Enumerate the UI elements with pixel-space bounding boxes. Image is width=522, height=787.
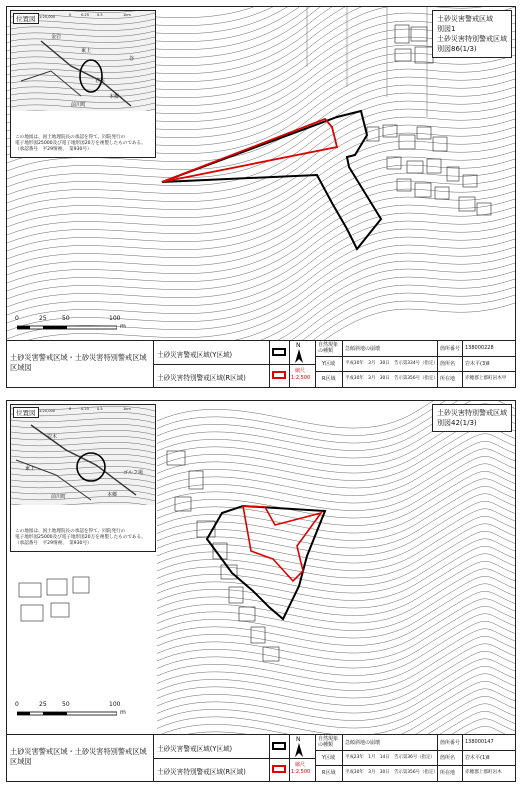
- title-line: 土砂災害特別警戒区域: [437, 35, 507, 43]
- scale-value: 1:2,500: [291, 769, 311, 775]
- site-name-label: 箇所名: [440, 361, 456, 367]
- r-zone-date-label: R区域: [322, 770, 336, 776]
- r-zone-swatch: [272, 371, 286, 379]
- location-place-label: 東上: [81, 48, 92, 54]
- location-scale: 1:25,000: [39, 409, 56, 413]
- location-scale-tick: 0: [69, 407, 72, 411]
- scale-label: 25: [39, 315, 47, 322]
- site-name-value: 岩木平(1)Ⅱ: [465, 755, 490, 761]
- site-name-label: 箇所名: [440, 755, 456, 761]
- scale-label: 25: [39, 701, 47, 708]
- location-scale-tick: 0.5: [97, 407, 103, 411]
- location-scale-tick: 1km: [123, 407, 131, 411]
- north-label: N: [296, 342, 301, 349]
- legend-main-title-line: 区域図: [10, 757, 32, 766]
- site-location-label: 所在地: [440, 770, 456, 776]
- y-zone-swatch: [272, 742, 286, 750]
- title-line: 土砂災害特別警戒区域: [437, 409, 507, 417]
- location-place-label: 本郷: [109, 94, 120, 100]
- legend-table-1: [7, 340, 515, 387]
- phenomenon-value: 急傾斜地の崩壊: [345, 346, 381, 352]
- location-place-label: 前川町: [71, 102, 87, 108]
- location-scale-tick: 0.5: [97, 13, 103, 17]
- scale-caption: 縮尺: [295, 762, 306, 768]
- location-place-label: 金岩: [51, 34, 62, 40]
- site-location-value: 赤穂郡上郡町岩木甲: [465, 376, 507, 381]
- scale-label: 50: [62, 315, 70, 322]
- note-line: この地図は、国土地理院長の承認を得て、同院発行の: [15, 135, 126, 140]
- phenomenon-label-line: の種類: [318, 742, 334, 748]
- location-place-label: 谷: [129, 56, 135, 62]
- note-line: 電子地形図25000及び電子地形図20万を複製したものである。: [15, 535, 146, 541]
- phenomenon-label: [318, 342, 338, 354]
- y-zone-date-label: Y区域: [322, 755, 336, 761]
- scale-label: 0: [15, 701, 19, 708]
- y-zone-date-label: Y区域: [322, 361, 336, 367]
- y-zone-swatch: [272, 348, 286, 356]
- scale-label: 100: [109, 701, 121, 708]
- note-line: 電子地形図25000及び電子地形図20万を複製したものである。: [15, 141, 146, 147]
- title-line: 別図1: [437, 25, 456, 33]
- location-scale-tick: 0.25: [81, 407, 90, 411]
- location-map-title: 位置図: [13, 13, 39, 24]
- north-arrow-icon: [293, 349, 305, 363]
- note-line: （承認番号 平29情複、 第930号）: [15, 147, 92, 153]
- legend-y-zone-label: 土砂災害警戒区域(Y区域): [157, 745, 233, 753]
- legend-main-title-line: 土砂災害警戒区域・土砂災害特別警戒区域: [10, 353, 147, 362]
- location-place-label: 東上: [25, 466, 36, 472]
- y-zone-boundary: [207, 506, 325, 619]
- location-map-1: [10, 10, 156, 158]
- location-scale: 1:25,000: [39, 15, 56, 19]
- location-place-label: 本郷: [107, 492, 118, 498]
- legend-main-title: [10, 747, 147, 767]
- title-box-2: [432, 404, 512, 432]
- site-number-value: 138000228: [465, 345, 494, 351]
- map-sheet-2: [6, 400, 516, 782]
- scale-bar-graphic: [17, 710, 117, 720]
- r-zone-date-label: R区域: [322, 376, 336, 382]
- site-location-value: 赤穂郡上郡町岩木: [465, 770, 502, 775]
- note-line: （承認番号 平29情複、 第930号）: [15, 541, 92, 547]
- scale-bar-2: [17, 701, 127, 721]
- title-line: 別図42(1/3): [437, 419, 477, 427]
- north-label: N: [296, 736, 301, 743]
- scale-caption: 縮尺: [295, 368, 306, 374]
- scale-bar-graphic: [17, 324, 117, 334]
- location-note: [15, 529, 149, 548]
- scale-bar-1: [17, 315, 127, 335]
- phenomenon-label-line: 自然現象: [318, 736, 339, 742]
- scale-label: 50: [62, 701, 70, 708]
- title-line: 土砂災害警戒区域: [437, 15, 493, 23]
- site-name-value: 岩木平(3)Ⅱ: [465, 361, 490, 367]
- scale-unit: m: [120, 323, 126, 330]
- phenomenon-label-line: の種類: [318, 348, 334, 354]
- location-scale-tick: 0: [69, 13, 72, 17]
- location-map-2: [10, 404, 156, 552]
- site-location-label: 所在地: [440, 376, 456, 382]
- title-box-1: [432, 10, 512, 58]
- r-zone-swatch: [272, 765, 286, 773]
- location-scale-tick: 1km: [123, 13, 131, 17]
- location-map-title: 位置図: [13, 407, 39, 418]
- legend-r-zone-label: 土砂災害特別警戒区域(R区域): [157, 374, 246, 382]
- title-line: 別図86(1/3): [437, 45, 477, 53]
- phenomenon-label-line: 自然現象: [318, 342, 339, 348]
- legend-main-title: [10, 353, 147, 373]
- legend-y-zone-label: 土砂災害警戒区域(Y区域): [157, 351, 233, 359]
- location-place-label: ゴルフ場: [123, 470, 144, 476]
- location-place-label: 岩木: [47, 434, 58, 440]
- scale-unit: m: [120, 709, 126, 716]
- legend-main-title-line: 土砂災害警戒区域・土砂災害特別警戒区域: [10, 747, 147, 756]
- y-zone-boundary: [162, 111, 381, 249]
- scale-label: 0: [15, 315, 19, 322]
- location-place-label: 前川町: [51, 494, 67, 500]
- site-number-label: 箇所番号: [440, 346, 461, 352]
- y-zone-date: 平成30年 3月 30日 告示第334号（指定）: [345, 361, 438, 366]
- location-place-label: 岩本: [95, 78, 106, 84]
- legend-r-zone-label: 土砂災害特別警戒区域(R区域): [157, 768, 246, 776]
- note-line: この地図は、国土地理院長の承認を得て、同院発行の: [15, 529, 126, 534]
- site-number-value: 138000147: [465, 739, 494, 745]
- r-zone-date: 平成30年 3月 30日 告示第356号（指定）: [345, 376, 438, 381]
- site-number-label: 箇所番号: [440, 740, 461, 746]
- phenomenon-value: 急傾斜地の崩壊: [345, 740, 381, 746]
- location-note: [15, 135, 149, 154]
- location-map-image: [11, 405, 155, 505]
- y-zone-date: 平成23年 1月 14日 告示第36号（指定）: [345, 755, 435, 760]
- phenomenon-label: [318, 736, 338, 748]
- north-arrow-icon: [293, 743, 305, 757]
- r-zone-date: 平成30年 3月 30日 告示第356号（指定）: [345, 770, 438, 775]
- location-scale-tick: 0.25: [81, 13, 90, 17]
- scale-value: 1:2,500: [291, 375, 311, 381]
- map-sheet-1: [6, 6, 516, 388]
- scale-label: 100: [109, 315, 121, 322]
- legend-main-title-line: 区域図: [10, 363, 32, 372]
- legend-table-2: [7, 734, 515, 781]
